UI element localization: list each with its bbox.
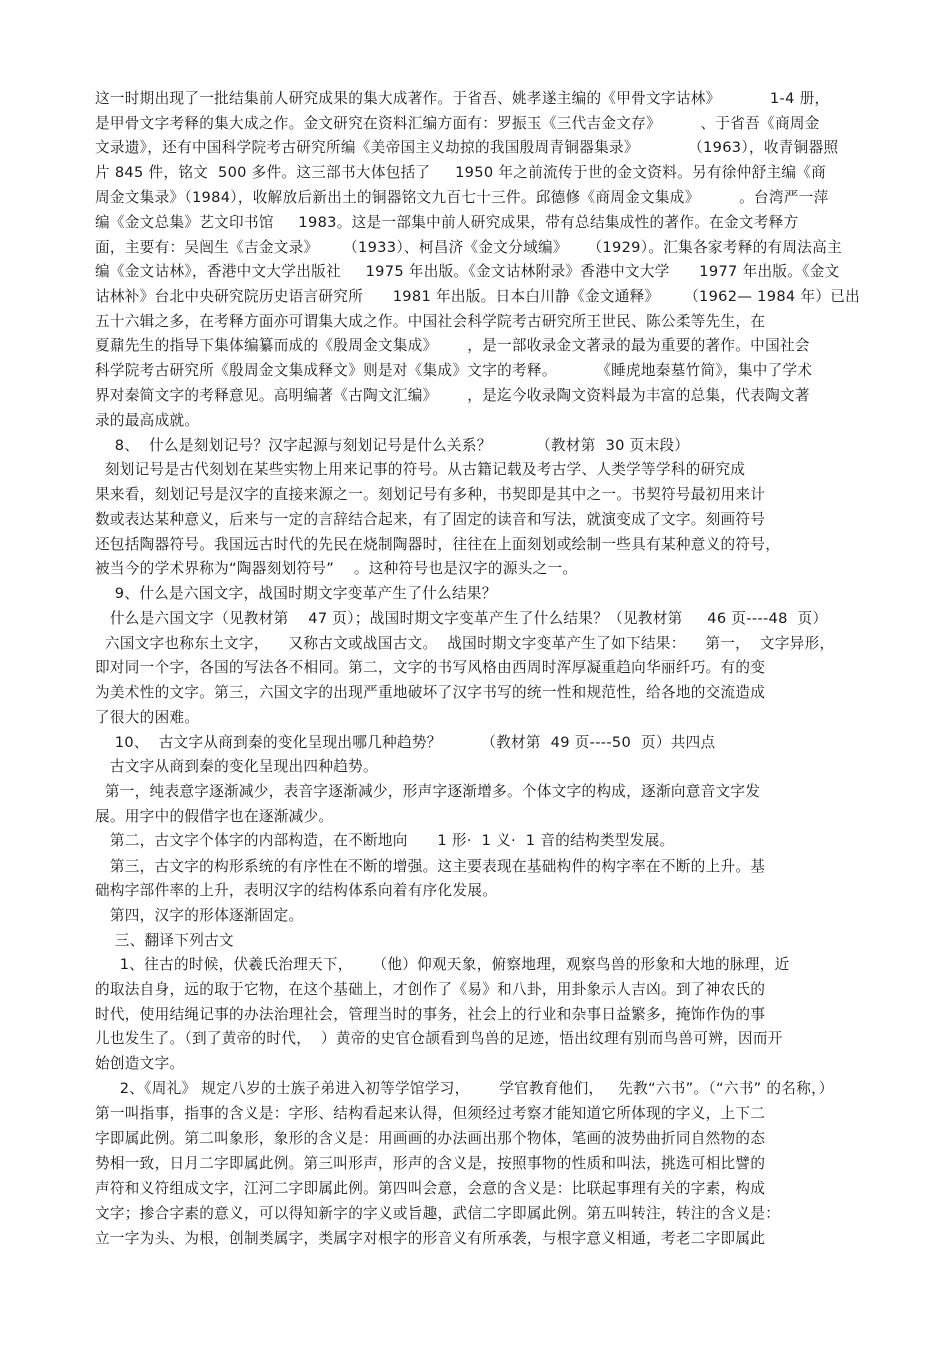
text-line: 声符和义符组成文字，江河二字即属此例。第四叫会意，会意的含义是：比联起事理有关的字素，构成	[95, 1180, 766, 1197]
text-line: 界对秦简文字的考释意见。高明编著《古陶文汇编》 ，是迄今收录陶文资料最为丰富的总集，代表陶文著	[95, 387, 810, 404]
text-line: 编《金文总集》艺文印书馆 1983。这是一部集中前人研究成果，带有总结集成性的著作。在金文考释方	[95, 214, 799, 231]
text-line: 刻划记号是古代刻划在某些实物上用来记事的符号。从古籍记载及考古学、人类学等学科的研究成	[95, 461, 746, 478]
text-line: 了很大的困难。	[95, 709, 200, 726]
text-line: 立一字为头、为根，创制类属字，类属字对根字的形音义有所承袭，与根字意义相通，考老二字即属此	[95, 1230, 766, 1247]
text-line: 诂林补》台北中央研究院历史语言研究所 1981 年出版。日本白川静《金文通释》 （1962— 1984 年）已出	[95, 288, 861, 305]
text-line: 还包括陶器符号。我国远古时代的先民在烧制陶器时，往往在上面刻划或绘制一些具有某种意义的符号，	[95, 536, 781, 553]
text-line: 第一叫指事，指事的含义是：字形、结构看起来认得，但须经过考察才能知道它所体现的字义，上下二	[95, 1105, 766, 1122]
text-line: 片 845 件，铭文 500 多件。这三部书大体包括了 1950 年之前流传于世的金文资料。另有徐仲舒主编《商	[95, 164, 827, 181]
text-line: 时代，使用结绳记事的办法治理社会，管理当时的事务，社会上的行业和杂事日益繁多，掩饰作伪的事	[95, 1006, 766, 1023]
text-line: 面，主要有：吴闿生《吉金文录》 （1933）、柯昌济《金文分域编》 （1929）。汇集各家考释的有周法高主	[95, 239, 842, 256]
text-line: 古文字从商到秦的变化呈现出四种趋势。	[95, 758, 378, 775]
text-line: 势相一致，日月二字即属此例。第三叫形声，形声的含义是，按照事物的性质和叫法，挑选可相比譬的	[95, 1155, 766, 1172]
text-line: 10、 古文字从商到秦的变化呈现出哪几种趋势？ （教材第 49 页----50 页）共四点	[95, 734, 716, 751]
text-line: 字即属此例。第二叫象形，象形的含义是：用画画的办法画出那个物体，笔画的波势曲折同自然物的态	[95, 1130, 766, 1147]
text-line: 这一时期出现了一批结集前人研究成果的集大成著作。于省吾、姚孝遂主编的《甲骨文字诂林》 1-4 册，	[95, 90, 830, 107]
text-line: 夏鼐先生的指导下集体编纂而成的《殷周金文集成》 ，是一部收录金文著录的最为重要的著作。中国社会	[95, 337, 810, 354]
text-line: 录的最高成就。	[95, 412, 200, 429]
text-line: 果来看，刻划记号是汉字的直接来源之一。刻划记号有多种，书契即是其中之一。书契符号最初用来计	[95, 486, 766, 503]
text-line: 什么是六国文字（见教材第 47 页）；战国时期文字变革产生了什么结果？（见教材第 46 页----48 页）	[95, 610, 828, 627]
text-line: 第二，古文字个体字的内部构造，在不断地向 1 形· 1 义· 1 音的结构类型发展。	[95, 832, 675, 849]
text-line: 周金文集录》（1984），收解放后新出土的铜器铭文九百七十三件。邱德修《商周金文集成》 。台湾严一萍	[95, 189, 829, 206]
text-line: 数或表达某种意义，后来与一定的言辞结合起来，有了固定的读音和写法，就演变成了文字。刻画符号	[95, 511, 766, 528]
text-line: 第四，汉字的形体逐渐固定。	[95, 907, 304, 924]
text-line: 2、《周礼》 规定八岁的士族子弟进入初等学馆学习， 学官教育他们， 先教“六书”。（“六书” 的名称，）	[95, 1080, 834, 1097]
text-line: 8、 什么是刻划记号？汉字起源与刻划记号是什么关系？ （教材第 30 页末段）	[95, 437, 690, 454]
text-line: 三、翻译下列古文	[95, 932, 234, 949]
text-line: 第三，古文字的构形系统的有序性在不断的增强。这主要表现在基础构件的构字率在不断的上升。基	[95, 858, 766, 875]
text-line: 础构字部件率的上升，表明汉字的结构体系向着有序化发展。	[95, 882, 498, 899]
text-line: 五十六辑之多，在考释方面亦可谓集大成之作。中国社会科学院考古研究所王世民、陈公柔等先生，在	[95, 313, 766, 330]
text-line: 儿也发生了。（到了黄帝的时代， ）黄帝的史官仓颉看到鸟兽的足迹，悟出纹理有别而鸟兽可辨，因而开	[95, 1030, 783, 1047]
text-line: 被当今的学术界称为“陶器刻划符号” 。这种符号也是汉字的源头之一。	[95, 560, 578, 577]
text-line: 始创造文字。	[95, 1055, 185, 1072]
text-line: 文录遗》，还有中国科学院考古研究所编《美帝国主义劫掠的我国殷周青铜器集录》 （1963），收青铜器照	[95, 139, 839, 156]
text-line: 为美术性的文字。第三，六国文字的出现严重地破坏了汉字书写的统一性和规范性，给各地的交流造成	[95, 684, 766, 701]
text-line: 科学院考古研究所《殷周金文集成释文》则是对《集成》文字的考释。 《睡虎地秦墓竹简》，集中了学术	[95, 362, 813, 379]
text-line: 第一，纯表意字逐渐减少，表音字逐渐减少，形声字逐渐增多。个体文字的构成，逐渐向意音文字发	[95, 783, 761, 800]
text-line: 六国文字也称东土文字， 又称古文或战国古文。 战国时期文字变革产生了如下结果： 第一， 文字异形，	[95, 635, 835, 652]
text-line: 即对同一个字，各国的写法各不相同。第二，文字的书写风格由西周时浑厚凝重趋向华丽纤巧。有的变	[95, 659, 766, 676]
text-line: 编《金文诂林》，香港中文大学出版社 1975 年出版。《金文诂林附录》香港中文大学 1977 年出版。《金文	[95, 263, 840, 280]
text-line: 9、什么是六国文字，战国时期文字变革产生了什么结果？	[95, 585, 497, 602]
text-line: 展。用字中的假借字也在逐渐减少。	[95, 808, 334, 825]
text-line: 1、往古的时候，伏羲氏治理天下， （他）仰观天象，俯察地理，观察鸟兽的形象和大地的脉理，近	[95, 956, 790, 973]
text-line: 是甲骨文字考释的集大成之作。金文研究在资料汇编方面有：罗振玉《三代吉金文存》 、于省吾《商周金	[95, 115, 820, 132]
text-line: 文字；掺合字素的意义，可以得知新字的字义或旨趣，武信二字即属此例。第五叫转注，转注的含义是：	[95, 1205, 781, 1222]
text-line: 的取法自身，远的取于它物，在这个基础上，才创作了《易》和八卦，用卦象示人吉凶。到了神农氏的	[95, 981, 766, 998]
